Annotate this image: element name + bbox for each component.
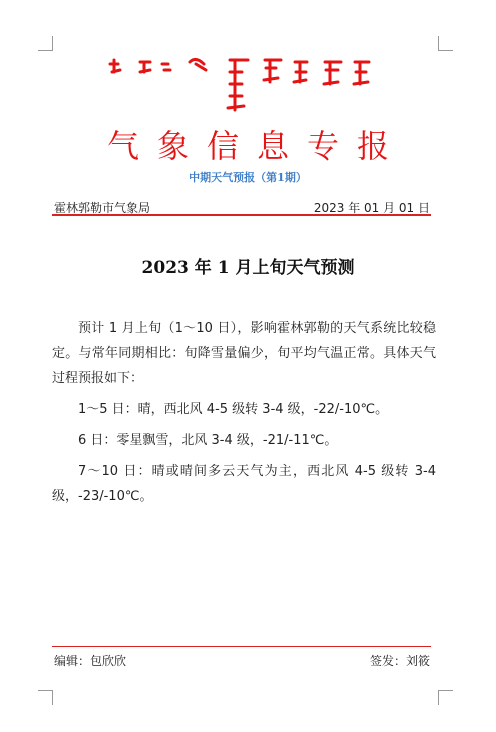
approver-credit: 签发：刘筱 (369, 654, 430, 668)
crop-mark-top-left (38, 36, 53, 51)
article-headline: 2023 年 1 月上旬天气预测 (141, 258, 355, 278)
paragraph-day-6: 6 日：零星飘雪，北风 3-4 级，-21/-11℃。 (78, 433, 338, 448)
crop-mark-bottom-right (438, 690, 453, 705)
issuing-agency: 霍林郭勒市气象局 (54, 201, 151, 215)
article-body (52, 316, 436, 509)
paragraph-day-1-5: 1～5 日：晴，西北风 4-5 级转 3-4 级，-22/-10℃。 (78, 402, 389, 417)
crop-mark-top-right (438, 36, 453, 51)
bulletin-subtitle: 中期天气预报（第1期） (189, 171, 307, 184)
issue-date: 2023 年 01 月 01 日 (313, 201, 430, 215)
editor-credit: 编辑：包欣欣 (54, 654, 127, 668)
bulletin-title: 气象信息专报 (106, 127, 407, 165)
paragraph-intro: 预计 1 月上旬（1～10 日），影响霍林郭勒的天气系统比较稳定。与常年同期相比：旬降雪量偏少，旬平均气温正常。具体天气过程预报如下： (52, 321, 436, 386)
footer-divider (52, 646, 431, 647)
paragraph-day-7-10: 7～10 日：晴或晴间多云天气为主，西北风 4-5 级转 3-4 级，-23/-10℃。 (52, 464, 436, 504)
header-divider (52, 214, 431, 216)
mongolian-script-logo (100, 52, 390, 118)
crop-mark-bottom-left (38, 690, 53, 705)
